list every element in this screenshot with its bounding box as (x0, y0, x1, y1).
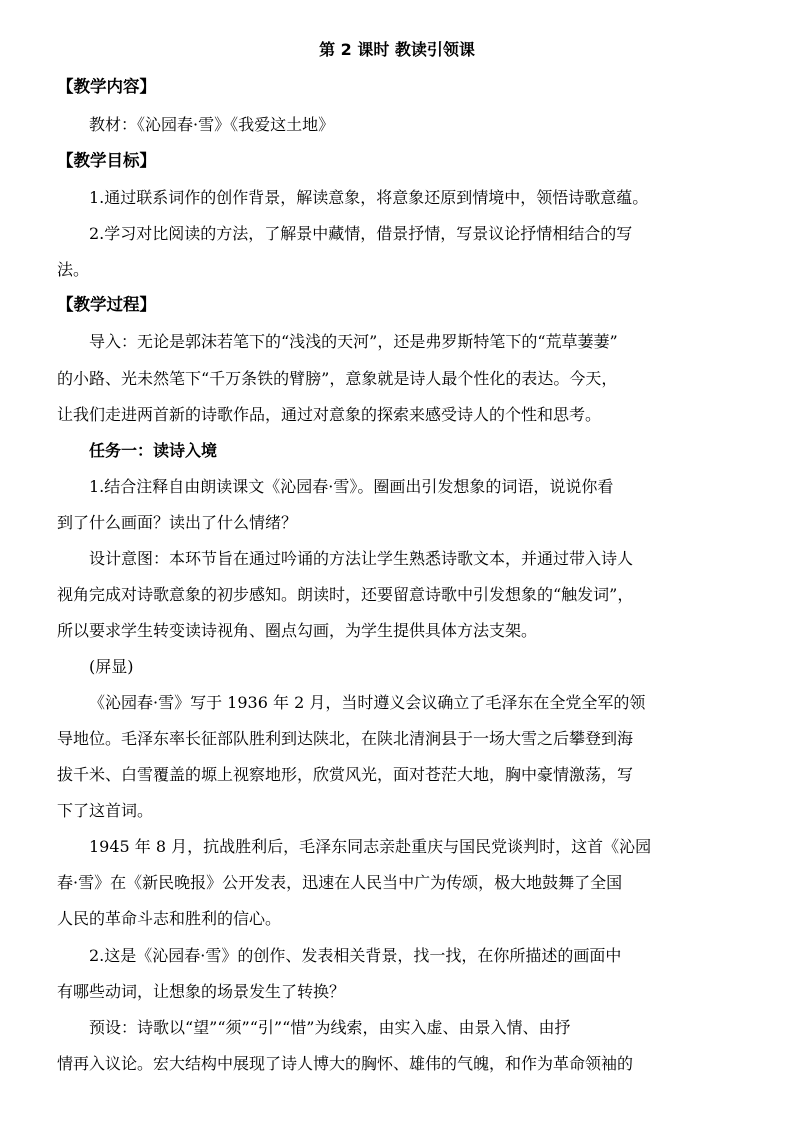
section-heading-process: 【教学过程】 (57, 295, 156, 314)
task-1-heading: 任务一：读诗入境 (89, 441, 218, 460)
section-heading-content: 【教学内容】 (57, 77, 156, 96)
background-1-line-4: 下了这首词。 (57, 801, 154, 820)
background-1-line-3: 拔千米、白雪覆盖的塬上视察地形，欣赏风光，面对苍茫大地，胸中豪情激荡，写 (57, 765, 634, 784)
task-1-q1-line-1: 1.结合注释自由朗读课文《沁园春·雪》。圈画出引发想象的词语，说说你看 (89, 477, 614, 496)
task-1-q1-line-2: 到了什么画面？读出了什么情绪？ (57, 513, 298, 532)
intro-line-2: 的小路、光未然笔下“千万条铁的臂膀”，意象就是诗人最个性化的表达。今天， (57, 369, 618, 388)
screen-display-label: (屏显) (89, 657, 134, 676)
content-text: 教材：《沁园春·雪》《我爱这土地》 (89, 115, 335, 134)
background-2-line-3: 人民的革命斗志和胜利的信心。 (57, 909, 282, 928)
goal-2-line-2: 法。 (57, 260, 90, 279)
background-1-line-1: 《沁园春·雪》写于 1936 年 2 月，当时遵义会议确立了毛泽东在全党全军的领 (89, 693, 646, 712)
goal-1: 1.通过联系词作的创作背景，解读意象，将意象还原到情境中，领悟诗歌意蕴。 (89, 188, 649, 207)
goal-2-line-1: 2.学习对比阅读的方法，了解景中藏情，借景抒情，写景议论抒情相结合的写 (89, 224, 633, 243)
background-2-line-1: 1945 年 8 月，抗战胜利后，毛泽东同志亲赴重庆与国民党谈判时，这首《沁园 (89, 837, 652, 856)
task-1-q2-line-2: 有哪些动词，让想象的场景发生了转换？ (57, 982, 346, 1001)
design-intent-line-3: 所以要求学生转变读诗视角、圈点勾画，为学生提供具体方法支架。 (57, 621, 538, 640)
design-intent-line-1: 设计意图：本环节旨在通过吟诵的方法让学生熟悉诗歌文本，并通过带入诗人 (89, 549, 634, 568)
section-heading-goals: 【教学目标】 (57, 151, 156, 170)
background-1-line-2: 导地位。毛泽东率长征部队胜利到达陕北，在陕北清涧县于一场大雪之后攀登到海 (57, 729, 634, 748)
preset-line-2: 情再入议论。宏大结构中展现了诗人博大的胸怀、雄伟的气魄，和作为革命领袖的 (57, 1054, 634, 1073)
preset-line-1: 预设：诗歌以“望”“须”“引”“惜”为线索，由实入虚、由景入情、由抒 (89, 1018, 571, 1037)
intro-line-1: 导入：无论是郭沫若笔下的“浅浅的天河”，还是弗罗斯特笔下的“荒草萋萋” (89, 332, 618, 351)
page-title: 第 2 课时 教读引领课 (319, 40, 475, 59)
background-2-line-2: 春·雪》在《新民晚报》公开发表，迅速在人民当中广为传颂，极大地鼓舞了全国 (57, 873, 623, 892)
task-1-q2-line-1: 2.这是《沁园春·雪》的创作、发表相关背景，找一找，在你所描述的画面中 (89, 946, 622, 965)
intro-line-3: 让我们走进两首新的诗歌作品，通过对意象的探索来感受诗人的个性和思考。 (57, 405, 602, 424)
design-intent-line-2: 视角完成对诗歌意象的初步感知。朗读时，还要留意诗歌中引发想象的“触发词”， (57, 585, 634, 604)
